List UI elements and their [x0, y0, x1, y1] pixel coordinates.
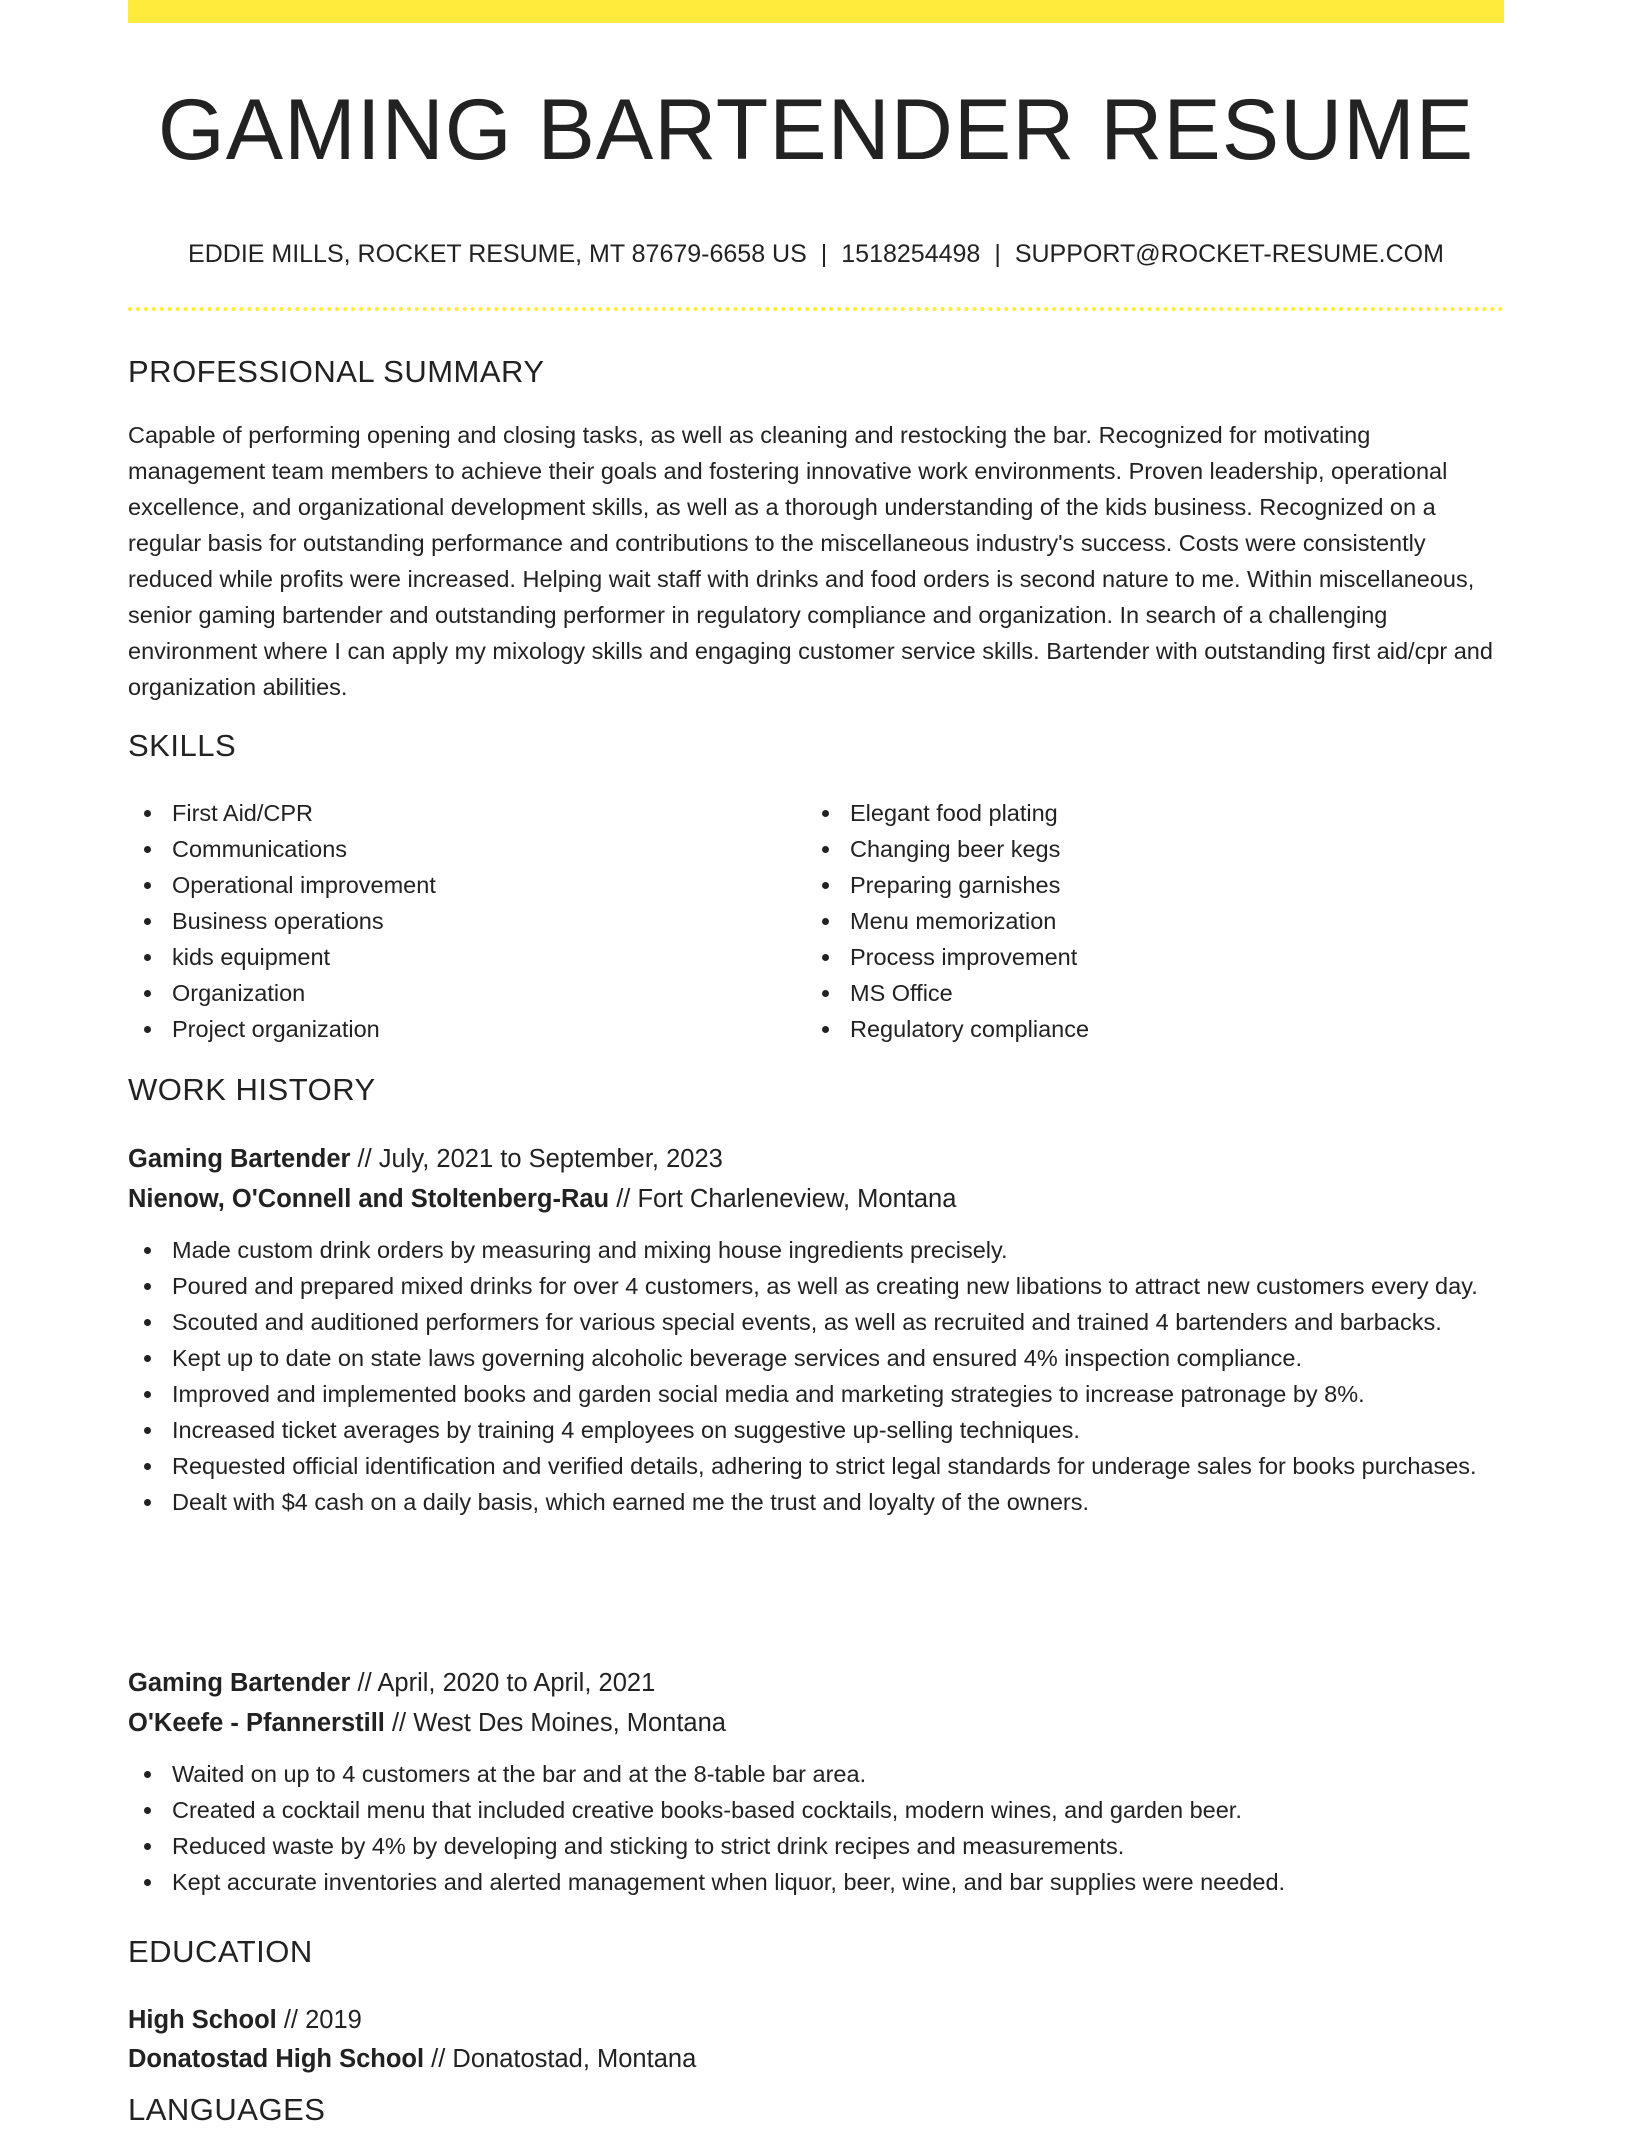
job-bullet-item: Created a cocktail menu that included creative books-based cocktails, modern wines, and garden beer.	[128, 1792, 1504, 1828]
education-degree: High School	[128, 2006, 277, 2034]
skill-item: Elegant food plating	[806, 795, 1504, 831]
skills-right-column	[806, 795, 1504, 1047]
education-school: Donatostad High School	[128, 2045, 425, 2073]
resume-title: GAMING BARTENDER RESUME	[157, 82, 1475, 178]
skills-left-column	[128, 795, 800, 1047]
skill-item: kids equipment	[128, 939, 800, 975]
skill-item: MS Office	[806, 975, 1504, 1011]
education-school-line	[128, 2040, 1504, 2078]
job-dates: // July, 2021 to September, 2023	[350, 1145, 723, 1173]
skill-item: Regulatory compliance	[806, 1011, 1504, 1047]
education-heading: EDUCATION	[128, 1934, 313, 1969]
job-bullet-item: Requested official identification and verified details, adhering to strict legal standards for underage sales for books purchases.	[128, 1448, 1504, 1484]
job-location: // Fort Charleneview, Montana	[609, 1185, 957, 1213]
job-bullet-item: Improved and implemented books and garden social media and marketing strategies to increase patronage by 8%.	[128, 1376, 1504, 1412]
languages-heading: LANGUAGES	[128, 2092, 326, 2127]
contact-separator: |	[994, 240, 1001, 268]
education-location: // Donatostad, Montana	[424, 2045, 697, 2073]
job-company-line	[128, 1180, 1504, 1218]
skill-item: Process improvement	[806, 939, 1504, 975]
contact-separator: |	[820, 240, 828, 268]
job-bullet-item: Made custom drink orders by measuring and mixing house ingredients precisely.	[128, 1232, 1504, 1268]
education-degree-line	[128, 2001, 1504, 2039]
job-bullet-item: Increased ticket averages by training 4 employees on suggestive up-selling techniques.	[128, 1412, 1504, 1448]
job-bullet-item: Waited on up to 4 customers at the bar and at the 8-table bar area.	[128, 1756, 1504, 1792]
skill-item: Operational improvement	[128, 867, 800, 903]
job-bullets-2	[128, 1756, 1504, 1900]
job-bullet-list	[128, 1232, 1504, 1520]
job-company: Nienow, O'Connell and Stoltenberg-Rau	[128, 1185, 610, 1213]
resume-page	[128, 0, 1504, 2127]
job-company-line	[128, 1704, 1504, 1742]
job-title: Gaming Bartender	[128, 1145, 351, 1173]
job-title: Gaming Bartender	[128, 1669, 351, 1697]
job-bullets-1	[128, 1232, 1504, 1520]
job-title-line	[128, 1140, 1504, 1178]
contact-email: SUPPORT@ROCKET-RESUME.COM	[1014, 240, 1444, 268]
education-year: // 2019	[276, 2006, 362, 2034]
job-bullet-item: Dealt with $4 cash on a daily basis, which earned me the trust and loyalty of the owners.	[128, 1484, 1504, 1520]
skill-item: Business operations	[128, 903, 800, 939]
skill-item: Organization	[128, 975, 800, 1011]
job-title-line	[128, 1664, 1504, 1702]
work-history-heading: WORK HISTORY	[128, 1072, 376, 1107]
dotted-divider	[128, 307, 1504, 311]
job-company: O'Keefe - Pfannerstill	[128, 1709, 385, 1737]
top-accent-bar	[128, 0, 1504, 23]
contact-address: EDDIE MILLS, ROCKET RESUME, MT 87679-6658 US	[188, 240, 807, 268]
skill-item: First Aid/CPR	[128, 795, 800, 831]
skills-right-list	[806, 795, 1504, 1047]
job-bullet-list	[128, 1756, 1504, 1900]
skills-heading: SKILLS	[128, 728, 237, 763]
contact-phone: 1518254498	[841, 240, 981, 268]
job-bullet-item: Reduced waste by 4% by developing and sticking to strict drink recipes and measurements.	[128, 1828, 1504, 1864]
skill-item: Changing beer kegs	[806, 831, 1504, 867]
job-bullet-item: Kept accurate inventories and alerted management when liquor, beer, wine, and bar supplies were needed.	[128, 1864, 1504, 1900]
summary-heading: PROFESSIONAL SUMMARY	[128, 354, 545, 389]
job-bullet-item: Scouted and auditioned performers for various special events, as well as recruited and trained 4 bartenders and barbacks.	[128, 1304, 1504, 1340]
skills-left-list	[128, 795, 800, 1047]
job-dates: // April, 2020 to April, 2021	[350, 1669, 656, 1697]
skill-item: Project organization	[128, 1011, 800, 1047]
skill-item: Preparing garnishes	[806, 867, 1504, 903]
summary-text: Capable of performing opening and closing tasks, as well as cleaning and restocking the bar. Recognized for motivating management team members to achieve their goals and fostering innovative work environments. Proven leadership, operational excellence, and organizational development skills, as well as a thorough understanding of the kids business. Recognized on a regular basis for outstanding performance and contributions to the miscellaneous industry's success. Costs were consistently reduced while profits were increased. Helping wait staff with drinks and food orders is second nature to me. Within miscellaneous, senior gaming bartender and outstanding performer in regulatory compliance and organization. In search of a challenging environment where I can apply my mixology skills and engaging customer service skills. Bartender with outstanding first aid/cpr and organization abilities.	[128, 422, 1493, 700]
contact-line	[128, 236, 1504, 272]
skill-item: Communications	[128, 831, 800, 867]
skill-item: Menu memorization	[806, 903, 1504, 939]
job-location: // West Des Moines, Montana	[384, 1709, 726, 1737]
job-bullet-item: Poured and prepared mixed drinks for over 4 customers, as well as creating new libations to attract new customers every day.	[128, 1268, 1504, 1304]
job-bullet-item: Kept up to date on state laws governing alcoholic beverage services and ensured 4% inspection compliance.	[128, 1340, 1504, 1376]
